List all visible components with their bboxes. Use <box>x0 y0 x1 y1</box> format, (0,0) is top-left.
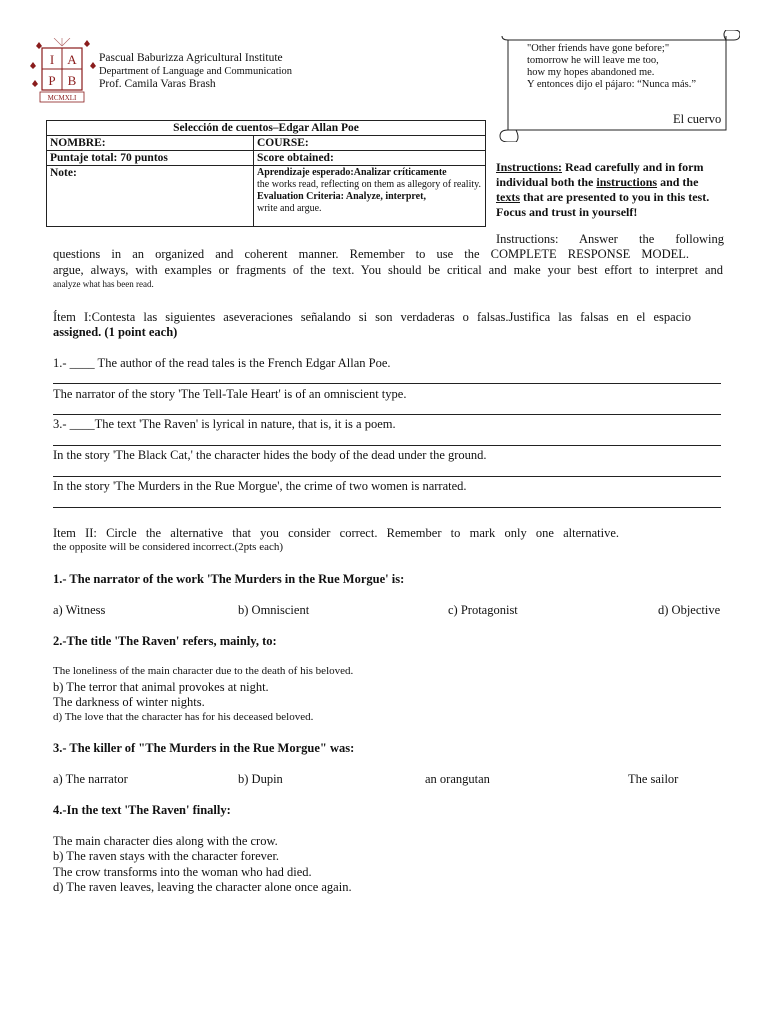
q3-option-b[interactable]: b) Dupin <box>238 772 283 786</box>
logo-letter-p: P <box>48 73 56 88</box>
answer-line[interactable] <box>53 507 721 508</box>
department-name: Department of Language and Communication <box>99 66 293 77</box>
q2-option-a[interactable]: The loneliness of the main character due to the death of his beloved. <box>53 665 354 677</box>
course-field[interactable]: COURSE: <box>254 136 486 151</box>
question-4: 4.-In the text 'The Raven' finally: <box>53 803 231 817</box>
test-title: Selección de cuentos–Edgar Allan Poe <box>47 121 486 136</box>
poem-quote <box>527 43 696 91</box>
logo-letter-i: I <box>49 52 55 67</box>
q1-option-d[interactable]: d) Objective <box>658 603 721 617</box>
q4-option-a[interactable]: The main character dies along with the crow. <box>53 834 278 848</box>
nombre-field[interactable]: NOMBRE: <box>47 136 254 151</box>
instructions-text-2: and the <box>657 175 699 189</box>
general-instructions-line-2: questions in an organized and coherent manner. Remember to use the COMPLETE RESPONSE MODEL. <box>53 247 689 261</box>
q2-option-b[interactable]: b) The terror that animal provokes at night. <box>53 680 269 694</box>
question-1: 1.- The narrator of the work 'The Murders in the Rue Morgue' is: <box>53 572 405 586</box>
learning-objective: Aprendizaje esperado:Analizar críticamente <box>257 167 447 178</box>
evaluation-criteria-rest: write and argue. <box>257 203 322 214</box>
texts-word: texts <box>496 190 520 204</box>
instructions-text-1: Read carefully and in form individual both the <box>496 160 704 189</box>
quote-line: tomorrow he will leave me too, <box>527 55 659 66</box>
answer-line[interactable] <box>53 476 721 477</box>
teacher-name: Prof. Camila Varas Brash <box>99 78 216 90</box>
q4-option-d[interactable]: d) The raven leaves, leaving the character alone once again. <box>53 880 352 894</box>
logo-letter-a: A <box>67 52 77 67</box>
institute-name: Pascual Baburizza Agricultural Institute <box>99 52 283 64</box>
learning-objective-rest: the works read, reflecting on them as allegory of reality. <box>257 179 481 190</box>
logo-letter-b: B <box>67 73 77 88</box>
item-1-heading: Ítem I:Contesta las siguientes aseveraciones señalando si son verdaderas o falsas.Justifica las falsas en el espacio <box>53 310 691 324</box>
q4-option-b[interactable]: b) The raven stays with the character forever. <box>53 849 280 863</box>
school-logo <box>26 38 98 106</box>
school-header <box>99 52 292 91</box>
answer-line[interactable] <box>53 445 721 446</box>
q4-option-c[interactable]: The crow transforms into the woman who had died. <box>53 865 312 879</box>
answer-line[interactable] <box>53 383 721 384</box>
instructions-label: Instructions: <box>496 160 563 174</box>
q1-option-b[interactable]: b) Omniscient <box>238 603 310 617</box>
total-score-label: Puntaje total: 70 puntos <box>47 151 254 166</box>
item-1-points: assigned. (1 point each) <box>53 325 178 339</box>
true-false-statement: In the story 'The Murders in the Rue Morgue', the crime of two women is narrated. <box>53 479 467 493</box>
note-field[interactable]: Note: <box>47 166 254 227</box>
general-instructions-first: Instructions: Answer the following <box>496 232 724 246</box>
quote-title: El cuervo <box>673 112 722 126</box>
q2-option-c[interactable]: The darkness of winter nights. <box>53 695 205 709</box>
instructions-text-3: that are presented to you in this test. Focus and trust in yourself! <box>496 190 710 219</box>
student-info-table <box>46 120 486 227</box>
evaluation-criteria: Evaluation Criteria: Analyze, interpret, <box>257 191 426 202</box>
quote-line: Y entonces dijo el pájaro: “Nunca más.” <box>527 79 697 90</box>
q3-option-a[interactable]: a) The narrator <box>53 772 128 786</box>
answer-line[interactable] <box>53 414 721 415</box>
true-false-statement: In the story 'The Black Cat,' the character hides the body of the dead under the ground. <box>53 448 487 462</box>
item-2-heading: Item II: Circle the alternative that you consider correct. Remember to mark only one alternative. <box>53 526 619 540</box>
item-2-points: the opposite will be considered incorrect.(2pts each) <box>53 541 284 553</box>
q1-option-c[interactable]: c) Protagonist <box>448 603 518 617</box>
q3-option-d[interactable]: The sailor <box>628 772 679 786</box>
instructions-box <box>496 160 724 220</box>
true-false-statement: 1.- ____ The author of the read tales is the French Edgar Allan Poe. <box>53 356 391 370</box>
q1-option-a[interactable]: a) Witness <box>53 603 106 617</box>
score-obtained-field[interactable]: Score obtained: <box>254 151 486 166</box>
q3-option-c[interactable]: an orangutan <box>425 772 490 786</box>
q2-option-d[interactable]: d) The love that the character has for his deceased beloved. <box>53 711 314 723</box>
question-2: 2.-The title 'The Raven' refers, mainly, to: <box>53 634 277 648</box>
general-instructions-line-3: argue, always, with examples or fragments of the text. You should be critical and make your best effort to interpret and <box>53 263 723 277</box>
general-instructions-line-4: analyze what has been read. <box>53 279 154 289</box>
quote-line: how my hopes abandoned me. <box>527 67 655 78</box>
true-false-statement: 3.- ____The text 'The Raven' is lyrical in nature, that is, it is a poem. <box>53 417 396 431</box>
instructions-word: instructions <box>596 175 658 189</box>
logo-year: MCMXLI <box>47 94 77 102</box>
question-3: 3.- The killer of "The Murders in the Rue Morgue" was: <box>53 741 355 755</box>
true-false-statement: The narrator of the story 'The Tell-Tale Heart' is of an omniscient type. <box>53 387 407 401</box>
quote-line: "Other friends have gone before;" <box>527 43 670 54</box>
